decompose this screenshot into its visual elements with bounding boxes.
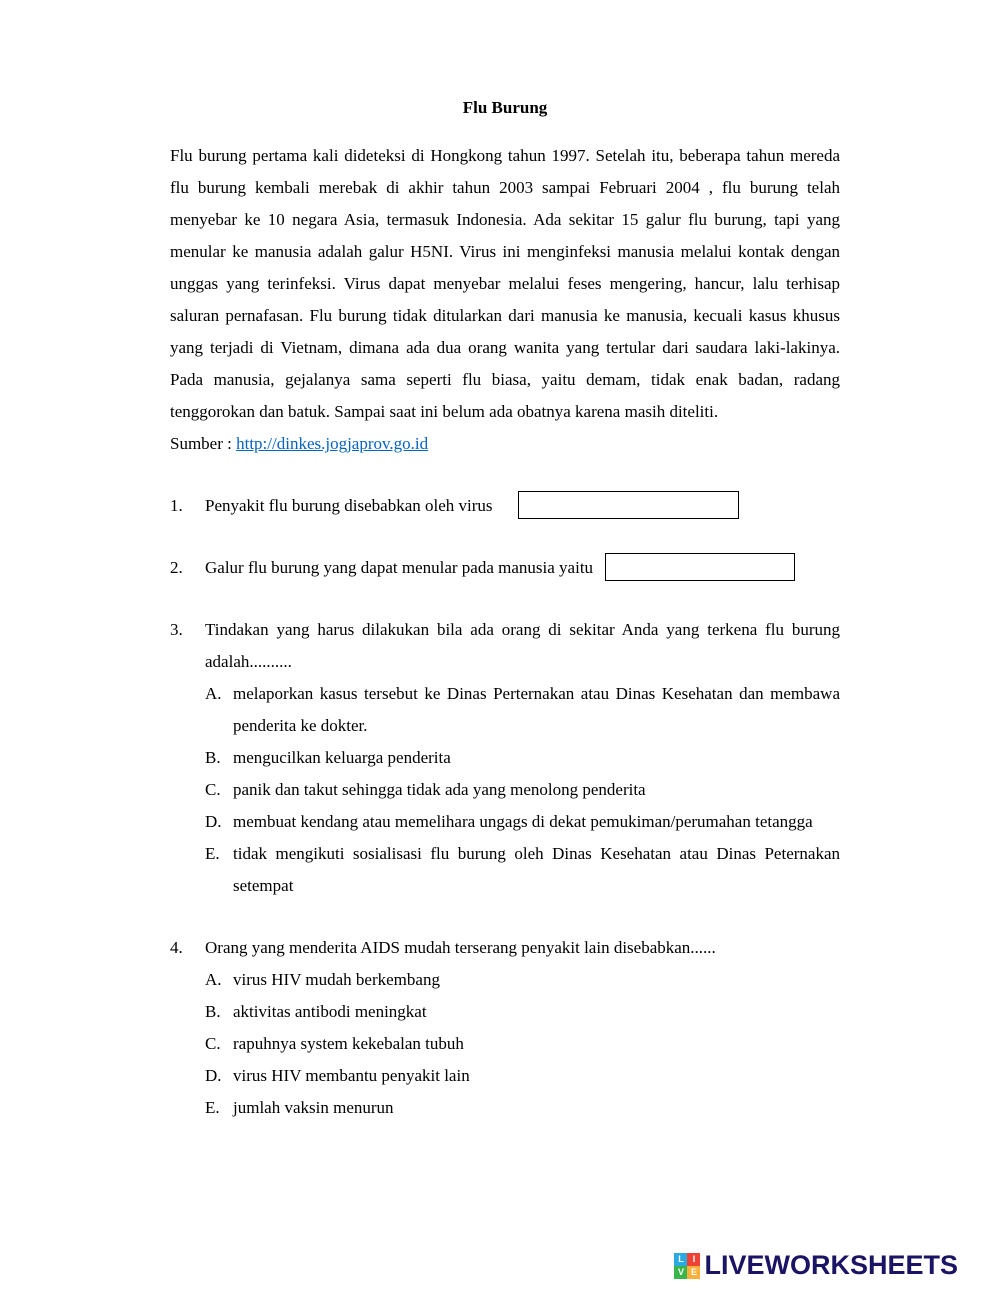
- question-4-option-b[interactable]: [205, 996, 840, 1028]
- option-text: rapuhnya system kekebalan tubuh: [233, 1034, 464, 1053]
- question-4-option-d[interactable]: [205, 1060, 840, 1092]
- source-line: [170, 428, 840, 460]
- option-text: tidak mengikuti sosialisasi flu burung oleh Dinas Kesehatan atau Dinas Peternakan setempat: [233, 844, 840, 895]
- option-text: melaporkan kasus tersebut ke Dinas Perternakan atau Dinas Kesehatan dan membawa penderita ke dokter.: [233, 684, 840, 735]
- page-title: Flu Burung: [462, 98, 548, 117]
- option-text: mengucilkan keluarga penderita: [233, 748, 451, 767]
- question-1-body: [205, 490, 840, 522]
- question-4-text: Orang yang menderita AIDS mudah terserang penyakit lain disebabkan......: [205, 938, 716, 957]
- option-letter: C.: [205, 1034, 221, 1053]
- question-3-option-b[interactable]: [205, 742, 840, 774]
- question-1-number: 1.: [170, 496, 183, 515]
- question-3: [170, 614, 840, 902]
- question-3-option-e[interactable]: [205, 838, 840, 902]
- liveworksheets-logo-icon: [674, 1253, 700, 1279]
- question-1-text: Penyakit flu burung disebabkan oleh virus: [205, 496, 493, 515]
- question-4-number: 4.: [170, 938, 183, 957]
- question-3-body: [205, 614, 840, 902]
- option-letter: B.: [205, 748, 221, 767]
- question-3-number: 3.: [170, 620, 183, 639]
- question-2-body: [205, 552, 840, 584]
- option-text: virus HIV mudah berkembang: [233, 970, 440, 989]
- question-4-option-a[interactable]: [205, 964, 840, 996]
- question-3-option-c[interactable]: [205, 774, 840, 806]
- logo-square-l: L: [674, 1253, 687, 1266]
- question-3-option-a[interactable]: [205, 678, 840, 742]
- option-letter: D.: [205, 812, 222, 831]
- question-4-options: [205, 964, 840, 1124]
- liveworksheets-footer[interactable]: [674, 1250, 958, 1281]
- question-4-body: [205, 932, 840, 1124]
- option-letter: A.: [205, 970, 222, 989]
- question-1: [170, 490, 840, 522]
- option-text: panik dan takut sehingga tidak ada yang menolong penderita: [233, 780, 646, 799]
- question-3-options: [205, 678, 840, 902]
- question-2-text: Galur flu burung yang dapat menular pada manusia yaitu: [205, 558, 594, 577]
- question-2-number: 2.: [170, 558, 183, 577]
- question-4-option-e[interactable]: [205, 1092, 840, 1124]
- question-3-text: Tindakan yang harus dilakukan bila ada orang di sekitar Anda yang terkena flu burung adalah..........: [205, 620, 840, 671]
- liveworksheets-brand-text: LIVEWORKSHEETS: [704, 1250, 958, 1280]
- source-link[interactable]: http://dinkes.jogjaprov.go.id: [236, 434, 429, 453]
- option-letter: C.: [205, 780, 221, 799]
- question-4-option-c[interactable]: [205, 1028, 840, 1060]
- logo-square-i: I: [687, 1253, 700, 1266]
- option-letter: D.: [205, 1066, 222, 1085]
- option-letter: A.: [205, 684, 222, 703]
- option-text: virus HIV membantu penyakit lain: [233, 1066, 470, 1085]
- option-text: membuat kendang atau memelihara ungags di dekat pemukiman/perumahan tetangga: [233, 812, 813, 831]
- option-text: jumlah vaksin menurun: [233, 1098, 394, 1117]
- option-letter: E.: [205, 1098, 220, 1117]
- question-2: [170, 552, 840, 584]
- option-text: aktivitas antibodi meningkat: [233, 1002, 427, 1021]
- option-letter: B.: [205, 1002, 221, 1021]
- option-letter: E.: [205, 844, 220, 863]
- source-label: Sumber :: [170, 434, 237, 453]
- logo-square-v: V: [674, 1266, 687, 1279]
- question-2-answer-input[interactable]: [605, 553, 795, 581]
- question-3-option-d[interactable]: [205, 806, 840, 838]
- logo-square-e: E: [687, 1266, 700, 1279]
- question-4: [170, 932, 840, 1124]
- reading-passage: Flu burung pertama kali dideteksi di Hongkong tahun 1997. Setelah itu, beberapa tahun mereda flu burung kembali merebak di akhir tahun 2003 sampai Februari 2004 , flu burung telah menyebar ke 10 negara Asia, termasuk Indonesia. Ada sekitar 15 galur flu burung, tapi yang menular ke manusia adalah galur H5NI. Virus ini menginfeksi manusia melalui kontak dengan unggas yang terinfeksi. Virus dapat menyebar melalui feses mengering, hancur, lalu terhisap saluran pernafasan. Flu burung tidak ditularkan dari manusia ke manusia, kecuali kasus khusus yang terjadi di Vietnam, dimana ada dua orang wanita yang tertular dari saudara laki-lakinya. Pada manusia, gejalanya sama seperti flu biasa, yaitu demam, tidak enak badan, radang tenggorokan dan batuk. Sampai saat ini belum ada obatnya karena masih diteliti.: [170, 146, 840, 421]
- question-1-answer-input[interactable]: [518, 491, 739, 519]
